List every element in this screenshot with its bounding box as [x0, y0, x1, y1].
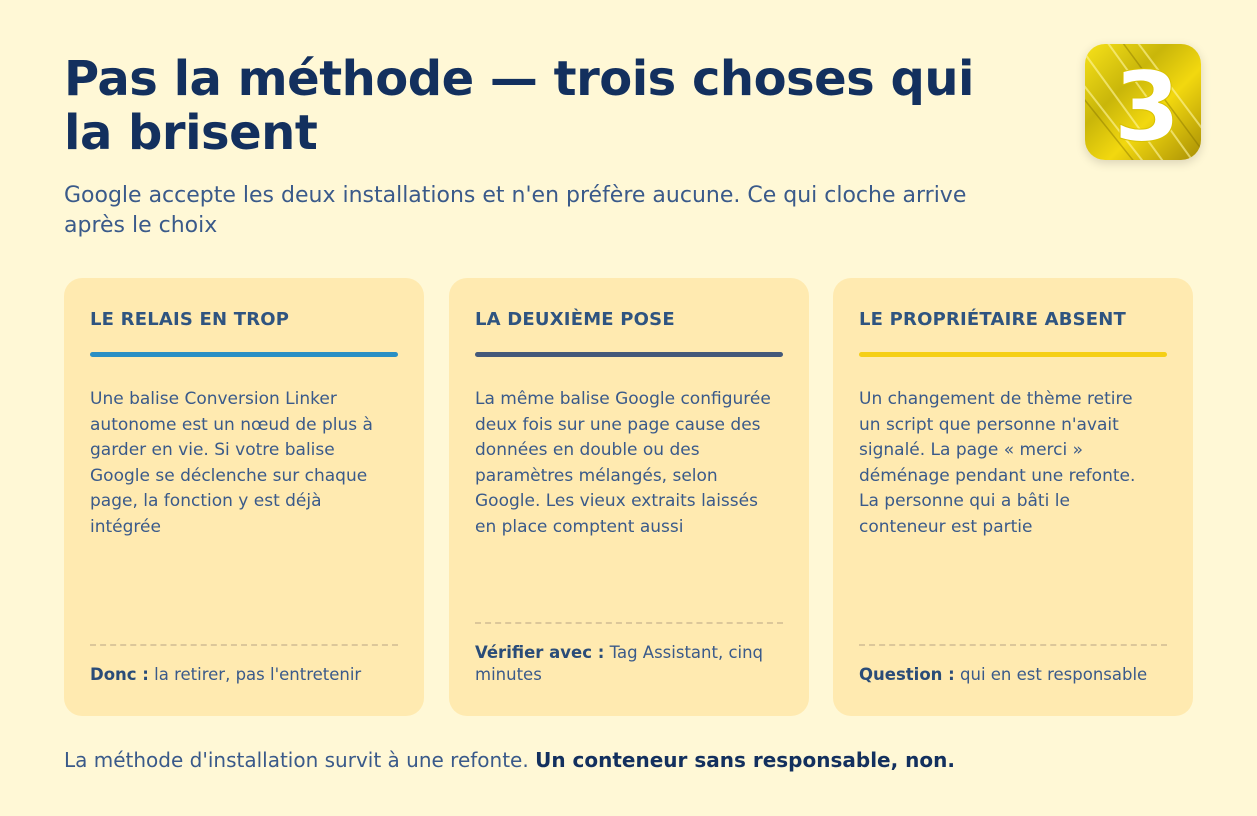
card-deuxieme-pose: [449, 278, 809, 716]
card-title: LA DEUXIÈME POSE: [475, 309, 675, 330]
card-footer-text: la retirer, pas l'entretenir: [148, 665, 362, 684]
page-title: Pas la méthode — trois choses qui la brisent: [64, 51, 974, 161]
bottom-statement-text: La méthode d'installation survit à une refonte.: [64, 748, 536, 772]
page-subtitle: Google accepte les deux installations et n'en préfère aucune. Ce qui cloche arrive après le choix: [64, 183, 967, 238]
card-body: Un changement de thème retire un script que personne n'avait signalé. La page « merci » déménage pendant une refonte. La personne qui a bâti le conteneur est partie: [859, 389, 1136, 537]
card-accent-rule: [859, 352, 1167, 357]
card-footer: [475, 622, 783, 686]
badge-number: 3: [1113, 51, 1181, 160]
card-relais: [64, 278, 424, 716]
bottom-statement-emphasis: Un conteneur sans responsable, non.: [535, 748, 955, 772]
card-footer: [90, 644, 398, 686]
number-three-badge-icon: [1085, 44, 1201, 160]
card-accent-rule: [90, 352, 398, 357]
card-footer-label: Vérifier avec :: [475, 643, 605, 662]
card-footer-text: Tag Assistant, cinq minutes: [475, 643, 764, 684]
card-footer: [859, 644, 1167, 686]
card-body: Une balise Conversion Linker autonome est un nœud de plus à garder en vie. Si votre balise Google se déclenche sur chaque page, la fonction y est déjà intégrée: [90, 389, 373, 537]
card-footer-label: Question :: [859, 665, 955, 684]
card-accent-rule: [475, 352, 783, 357]
card-title: LE PROPRIÉTAIRE ABSENT: [859, 309, 1127, 330]
card-title: LE RELAIS EN TROP: [90, 309, 290, 330]
card-proprietaire: [833, 278, 1193, 716]
bottom-statement: [64, 746, 1164, 774]
card-footer-text: qui en est responsable: [954, 665, 1148, 684]
card-body: La même balise Google configurée deux fois sur une page cause des données en double ou des paramètres mélangés, selon Google. Les vieux extraits laissés en place comptent aussi: [475, 389, 771, 537]
card-footer-label: Donc :: [90, 665, 149, 684]
